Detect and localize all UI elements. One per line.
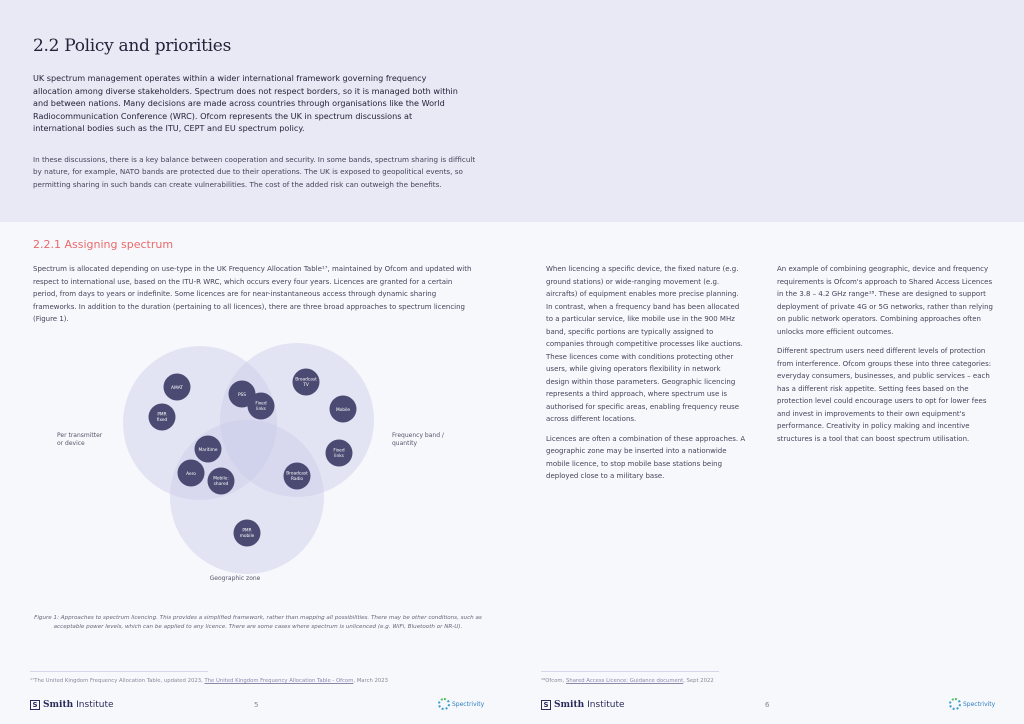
venn-node-label: Broadcast Radio [286,471,308,482]
venn-node-label: PMR fixed [156,412,168,423]
venn-set-label: Per transmitter or device [57,432,103,447]
body-paragraph: Spectrum is allocated depending on use-type in the UK Frequency Allocation Table¹⁷, maintained by Ofcom and updated with respect to international use, based on the ITU-R WRC, which occurs every four years. Licences are granted for a certain period, from days to years or indefinite. Some licences are for near-instantaneous access through dynamic sharing frameworks. In addition to the duration (pertaining to all licences), there are three broad approaches to spectrum licencing (Figure 1). [33,265,472,323]
venn-set-circle [170,420,324,574]
venn-set-label: Frequency band / quantity [392,432,444,447]
venn-node-label: Fixed links [255,401,267,412]
figure-caption: Figure 1: Approaches to spectrum licencing. This provides a simplified framework, rather than mapping all possibilities. There may be other conditions, such as acceptable power levels, which can be applied to any licence. There are some cases where spectrum is unlicenced (e.g. WiFi, Bluetooth or NR-U). [34,615,482,630]
footnote-link[interactable]: Shared Access Licence: Guidance document [565,678,684,684]
footnote-link[interactable]: The United Kingdom Frequency Allocation Table - Ofcom [204,678,354,684]
page-title: 2.2 Policy and priorities [33,36,231,56]
logo-text: Smith [43,700,74,710]
venn-node-label: PSS [237,393,247,398]
spectrivity-icon [949,698,961,710]
section-heading: 2.2.1 Assigning spectrum [33,238,174,251]
paragraph: Licences are often a combination of these approaches. A geographic zone may be inserted into a nationwide mobile licence, to stop mobile base stations being deployed close to a military base. [546,434,746,480]
footnote-divider [30,671,208,672]
footnote-text: ¹⁷The United Kingdom Frequency Allocation Table, updated 2023, [30,678,205,684]
footnote-text: , March 2023 [353,678,389,684]
paragraph: When licencing a specific device, the fixed nature (e.g. ground stations) or wide-ranging movement (e.g. aircrafts) of equipment enables more precise planning. In contrast, when a frequency band has been allocated to a particular service, like mobile use in the 900 MHz band, specific portions are typically assigned to companies through competitive processes like auctions. These licences come with conditions protecting other users, while giving operators flexibility in network design within those parameters. Geographic licencing represents a third approach, where spectrum use is authorised for specific areas, enabling frequency reuse across different locations. [546,265,743,423]
venn-node-label: Fixed links [333,448,345,459]
venn-node-label: Aero [186,472,196,477]
footnote-divider [541,671,719,672]
page-number: 6 [765,701,770,709]
paragraph: An example of combining geographic, device and frequency requirements is Ofcom's approach to Shared Access Licences in the 3.8 – 4.2 GHz range¹⁸. These are designed to support deployment of private 4G or 5G networks, rather than relying on public network operators. Combining approaches often unlocks more efficient outcomes. [777,265,993,336]
venn-node-label: Broadcast TV [295,377,317,388]
venn-node-label: Mobile [335,408,351,413]
venn-node-label: Mobile: shared [213,476,229,487]
spectrivity-logo [438,698,484,710]
column-2 [546,263,746,490]
logo-text: Smith [554,700,585,710]
venn-diagram [0,330,512,600]
footnote-text: ¹⁸Ofcom, [541,678,566,684]
venn-node-label: Maritime [198,448,218,453]
smith-institute-logo [30,700,114,710]
spectrivity-icon [438,698,450,710]
smith-institute-logo [541,700,625,710]
logo-mark: S [541,700,551,710]
logo-text: Institute [587,700,625,710]
venn-set-label: Geographic zone [209,575,261,582]
spectrivity-logo [949,698,995,710]
logo-mark: S [30,700,40,710]
logo-text: Spectrivity [963,700,996,708]
column-3 [777,263,995,452]
logo-text: Spectrivity [452,700,485,708]
footnote-right [541,678,714,684]
page-number: 5 [254,701,259,709]
paragraph: Different spectrum users need different levels of protection from interference. Ofcom groups these into three categories: everyday consumers, businesses, and public services – each has a different risk appetite. Setting fees based on the protection level could encourage users to opt for lower fees and invest in improvements to their own equipment's performance. Creativity in policy making and incentive structures is a tool that can boost spectrum utilisation. [777,347,992,443]
footnote-text: , Sept 2022 [683,678,714,684]
intro-paragraph-2: In these discussions, there is a key balance between cooperation and security. In some bands, spectrum sharing is difficult by nature, for example, NATO bands are protected due to their operations. The UK is exposed to geopolitical events, so permitting sharing in such bands can create vulnerabilities. The cost of the added risk can outweigh the benefits. [33,155,476,189]
footnote-left [30,678,388,684]
venn-node-label: AMAT [171,386,183,391]
logo-text: Institute [76,700,114,710]
venn-node-label: PMR mobile [239,528,255,539]
intro-paragraph: UK spectrum management operates within a wider international framework governing frequency allocation among diverse stakeholders. Spectrum does not respect borders, so it is managed both within and between nations. Many decisions are made across countries through organisations like the World Radiocommunication Conference (WRC). Ofcom represents the UK in spectrum discussions at international bodies such as the ITU, CEPT and EU spectrum policy. [33,73,458,134]
